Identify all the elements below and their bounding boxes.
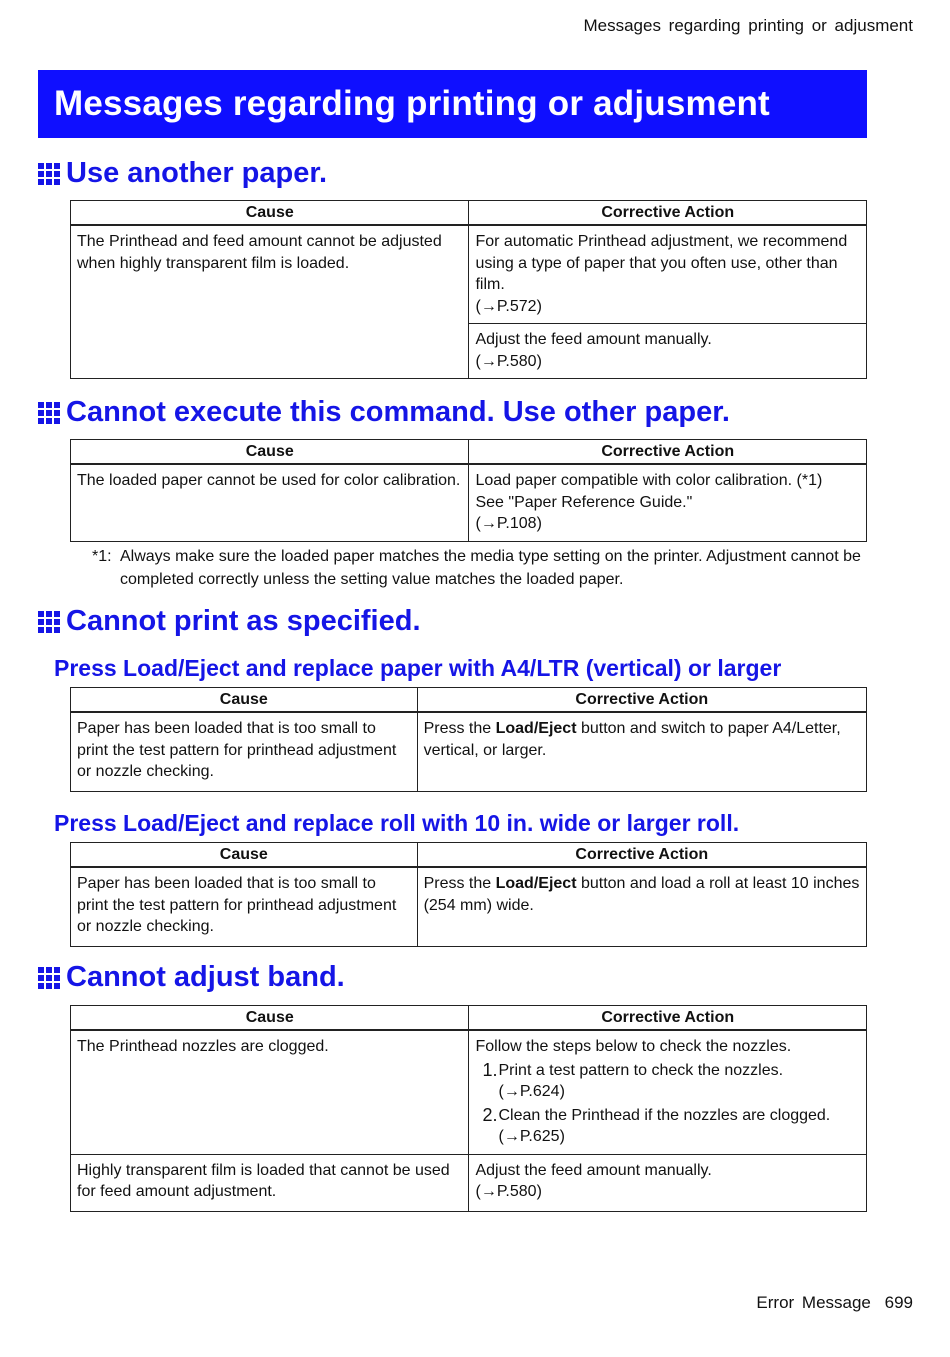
- action-text: Follow the steps below to check the nozzles.: [475, 1038, 792, 1055]
- subsection-heading-roll: Press Load/Eject and replace roll with 10 in. wide or larger roll.: [54, 810, 740, 836]
- action-text: Load paper compatible with color calibration. (*1): [475, 472, 823, 489]
- action-text: See "Paper Reference Guide.": [475, 493, 693, 511]
- table-cannot-execute: [70, 439, 867, 542]
- step-text: Print a test pattern to check the nozzles.: [498, 1061, 784, 1079]
- column-header-cause: Cause: [71, 440, 469, 465]
- running-header: Messages regarding printing or adjusment: [583, 16, 913, 35]
- cause-cell: The Printhead and feed amount cannot be adjusted when highly transparent film is loaded.: [71, 225, 469, 379]
- section-grid-icon: [38, 402, 60, 424]
- page-reference: (→P.624): [498, 1083, 565, 1100]
- list-item: [475, 1060, 860, 1103]
- step-list: [475, 1060, 860, 1148]
- action-text: Adjust the feed amount manually.: [475, 331, 712, 348]
- table-row: [71, 867, 867, 946]
- table-replace-roll: [70, 842, 867, 947]
- column-header-cause: Cause: [71, 1006, 469, 1031]
- load-eject-label: Load/Eject: [495, 720, 577, 737]
- footnote: [92, 546, 882, 591]
- section-grid-icon: [38, 967, 60, 989]
- section-heading-text: Cannot adjust band.: [66, 961, 345, 993]
- column-header-action: Corrective Action: [469, 440, 867, 465]
- footnote-mark: *1:: [92, 548, 112, 565]
- page-reference: (→P.572): [475, 297, 542, 315]
- load-eject-label: Load/Eject: [495, 875, 577, 892]
- cause-cell: The loaded paper cannot be used for color calibration.: [71, 464, 469, 541]
- page-title: Messages regarding printing or adjusment: [54, 84, 770, 123]
- table-use-another-paper: [70, 200, 867, 379]
- column-header-cause: Cause: [71, 201, 469, 226]
- list-item: [475, 1105, 860, 1148]
- page-number: 699: [884, 1293, 913, 1312]
- step-number: 1.: [482, 1059, 498, 1080]
- action-text: button and load a roll at least 10 inches (254 mm) wide.: [423, 875, 860, 914]
- action-text: Press the: [423, 720, 496, 737]
- action-cell: [469, 1030, 867, 1154]
- action-text: button and switch to paper A4/Letter, vertical, or larger.: [423, 720, 841, 759]
- section-grid-icon: [38, 163, 60, 185]
- section-heading-cannot-adjust-band: [38, 961, 345, 994]
- table-row: [71, 225, 867, 324]
- section-heading-text: Cannot print as specified.: [66, 605, 421, 637]
- action-text: Press the: [423, 875, 496, 892]
- table-row: [71, 712, 867, 791]
- cause-cell: The Printhead nozzles are clogged.: [71, 1030, 469, 1154]
- section-heading-text: Cannot execute this command. Use other paper.: [66, 396, 730, 428]
- page-reference: (→P.625): [498, 1128, 565, 1145]
- action-text: For automatic Printhead adjustment, we recommend using a type of paper that you often use, other than film.: [475, 233, 848, 293]
- section-heading-use-another-paper: [38, 157, 327, 190]
- action-cell: [469, 324, 867, 379]
- table-cannot-adjust-band: [70, 1005, 867, 1212]
- section-heading-text: Use another paper.: [66, 157, 328, 189]
- cause-cell: Paper has been loaded that is too small to print the test pattern for printhead adjustment or nozzle checking.: [71, 712, 418, 791]
- column-header-action: Corrective Action: [417, 688, 866, 713]
- table-row: [71, 464, 867, 541]
- table-replace-paper-a4: [70, 687, 867, 792]
- section-grid-icon: [38, 611, 60, 633]
- action-cell: [469, 1154, 867, 1211]
- page-reference: (→P.108): [475, 515, 542, 532]
- footer-label: Error Message: [756, 1293, 871, 1312]
- table-row: [71, 1030, 867, 1154]
- section-heading-cannot-print: [38, 605, 421, 638]
- section-heading-cannot-execute: [38, 396, 730, 429]
- column-header-action: Corrective Action: [417, 843, 866, 868]
- action-cell: [469, 464, 867, 541]
- page-reference: (→P.580): [475, 1183, 542, 1200]
- column-header-cause: Cause: [71, 688, 418, 713]
- cause-cell: Paper has been loaded that is too small to print the test pattern for printhead adjustment or nozzle checking.: [71, 867, 418, 946]
- cause-cell: Highly transparent film is loaded that cannot be used for feed amount adjustment.: [71, 1154, 469, 1211]
- table-row: [71, 1154, 867, 1211]
- column-header-cause: Cause: [71, 843, 418, 868]
- page-reference: (→P.580): [475, 352, 542, 370]
- action-cell: [417, 867, 866, 946]
- step-text: Clean the Printhead if the nozzles are clogged.: [498, 1106, 831, 1124]
- page-footer: [756, 1293, 913, 1313]
- action-text: Adjust the feed amount manually.: [475, 1161, 712, 1179]
- page-title-bar: [38, 70, 867, 138]
- action-cell: [469, 225, 867, 324]
- footnote-text: Always make sure the loaded paper matches the media type setting on the printer. Adjustment cannot be completed correctly unless the setting value matches the loaded paper.: [120, 548, 861, 588]
- column-header-action: Corrective Action: [469, 1006, 867, 1031]
- subsection-heading-a4: Press Load/Eject and replace paper with A4/LTR (vertical) or larger: [54, 655, 782, 681]
- action-cell: [417, 712, 866, 791]
- step-number: 2.: [482, 1104, 498, 1125]
- column-header-action: Corrective Action: [469, 201, 867, 226]
